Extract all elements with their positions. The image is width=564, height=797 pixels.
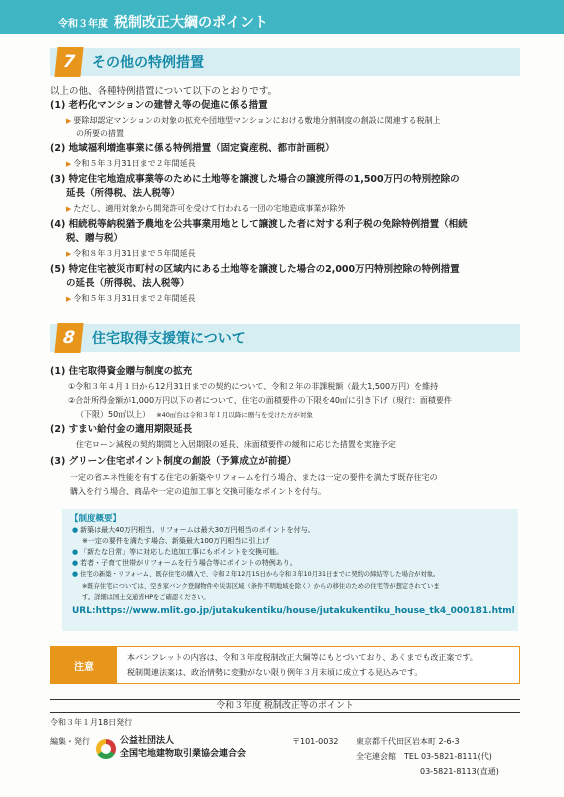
bullet-dot-icon: ● (72, 526, 79, 534)
triangle-bullet-icon: ▶ (66, 117, 72, 125)
outline-line-5: ● 住宅の新築・リフォーム、既存住宅の購入で、令和２年12月15日から令和３年10月31日までに契約の締結等した場合が対象。 (72, 570, 440, 578)
bullet-dot-icon: ● (72, 559, 79, 567)
outline-line-3: ● 「新たな日常」等に対応した追加工事にもポイントを交換可能。 (72, 548, 284, 556)
phone-direct: 03-5821-8113(直通) (420, 767, 499, 776)
address: 東京都千代田区岩本町 2-6-3 (356, 737, 460, 746)
bullet-dot-icon: ● (72, 548, 79, 556)
item-3-head-cont: 延長（所得税、法人税等） (66, 188, 181, 199)
building-name: 全宅連会館 (356, 752, 396, 761)
header-year: 令和３年度 (58, 19, 108, 30)
s8-item-1-note: ※40㎡台は令和３年１月以降に贈与を受けた方が対象 (156, 411, 313, 419)
outline-title: 【制度概要】 (70, 514, 122, 524)
s8-item-1-head: (1) 住宅取得資金贈与制度の拡充 (50, 366, 193, 377)
item-5-sub: ▶ 令和５年３月31日まで２年間延長 (66, 294, 196, 303)
s8-item-3-a: 一定の省エネ性能を有する住宅の新築やリフォームを行う場合、または一定の要件を満たす既存住宅の (70, 473, 438, 482)
s8-item-2-a: 住宅ローン減税の契約期間と入居期限の延長、床面積要件の緩和に応じた措置を実施予定 (76, 440, 396, 449)
phone-main: TEL 03-5821-8111(代) (404, 752, 492, 761)
notice-box (50, 646, 520, 684)
s8-item-1-a: ①令和３年４月１日から12月31日までの契約について、令和２年の非課税額（最大1,500万円）を維持 (68, 382, 439, 391)
bullet-dot-icon: ● (72, 570, 79, 578)
triangle-bullet-icon: ▶ (66, 295, 72, 303)
outline-line-4: ● 若者・子育て世帯がリフォームを行う場合等にポイントの特例あり。 (72, 559, 297, 567)
section-7-title: その他の特例措置 (92, 55, 204, 71)
s8-item-1-b: ②合計所得金額が1,000万円以下の者について、住宅の面積要件の下限を40㎡に引き下げ（現行：面積要件 (68, 396, 452, 405)
triangle-bullet-icon: ▶ (66, 250, 72, 258)
notice-line-1: 本パンフレットの内容は、令和３年度税制改正大綱等にもとづいており、あくまでも改正案です。 (127, 653, 478, 662)
item-2-head: (2) 地域福利増進事業に係る特例措置（固定資産税、都市計画税） (50, 143, 335, 154)
item-4-sub: ▶ 令和８年３月31日まで５年間延長 (66, 249, 196, 258)
postal-code: 〒101-0032 (292, 737, 339, 746)
outline-line-2: ※一定の要件を満たす場合、新築最大100万円相当に引上げ (82, 537, 270, 545)
item-5-head: (5) 特定住宅被災市町村の区域内にある土地等を譲渡した場合の2,000万円特別控除の特例措置 (50, 264, 460, 275)
section-8-number: 8 (54, 323, 83, 353)
item-1-head: (1) 老朽化マンションの建替え等の促進に係る措置 (50, 100, 268, 111)
item-4-head-cont: 税、贈与税） (66, 233, 124, 244)
item-5-head-cont: の延長（所得税、法人税等） (66, 278, 190, 289)
footer-title: 令和３年度 税制改正等のポイント (50, 699, 520, 713)
item-1-sub: ▶ 要除却認定マンションの対象の拡充や団地型マンションにおける敷地分割制度の創設に関連する税制上 (66, 116, 441, 125)
section-8-title: 住宅取得支援策について (92, 331, 246, 347)
section-7-number: 7 (54, 47, 83, 77)
s8-item-3-b: 購入を行う場合、商品や一定の追加工事と交換可能なポイントを付与。 (70, 487, 326, 496)
section-7-heading (50, 48, 520, 76)
item-3-sub: ▶ ただし、適用対象から開発許可を受けて行われる一団の宅地造成事業が除外 (66, 204, 346, 213)
s8-item-3-head: (3) グリーン住宅ポイント制度の創設（予算成立が前提） (50, 456, 297, 467)
section-7-intro: 以上の他、各種特例措置について以下のとおりです。 (50, 86, 278, 97)
notice-line-2: 税制関連法案は、政治情勢に変動がない限り例年３月末頃に成立する見込みです。 (127, 668, 423, 677)
item-4-head: (4) 相続税等納税猶予農地を公共事業用地として譲渡した者に対する利子税の免除特例措置（相続 (50, 219, 468, 230)
s8-item-2-head: (2) すまい給付金の適用期限延長 (50, 424, 193, 435)
triangle-bullet-icon: ▶ (66, 160, 72, 168)
triangle-bullet-icon: ▶ (66, 205, 72, 213)
item-1-sub-cont: の所要の措置 (76, 129, 124, 138)
org-name: 全国宅地建物取引業協会連合会 (120, 749, 247, 759)
org-type: 公益社団法人 (120, 736, 175, 746)
item-3-head: (3) 特定住宅地造成事業等のために土地等を譲渡した場合の譲渡所得の1,500万円の特別控除の (50, 174, 460, 185)
outline-line-6: ※既存住宅については、空き家バンク登録物件や災害区域（条件不明地域を除く）からの移住のための住宅等が想定されていま (82, 583, 440, 590)
s8-item-1-c: （下限）50㎡以上） ※40㎡台は令和３年１月以降に贈与を受けた方が対象 (76, 410, 313, 419)
header-title: 税制改正大綱のポイント (114, 15, 268, 31)
outline-line-1: ● 新築は最大40万円相当、リフォームは最大30万円相当のポイントを付与。 (72, 526, 315, 534)
notice-label: 注意 (51, 647, 117, 683)
issue-date: 令和３年１月18日発行 (50, 718, 133, 727)
outline-url-link[interactable]: URL:https://www.mlit.go.jp/jutakukentiku/house/jutakukentiku_house_tk4_000181.html (72, 606, 515, 616)
organization-logo-icon (96, 739, 116, 759)
page-header (0, 0, 564, 34)
section-8-heading (50, 324, 520, 352)
publisher-label: 編集・発行 (50, 737, 90, 746)
item-2-sub: ▶ 令和５年３月31日まで２年間延長 (66, 159, 196, 168)
outline-line-7: す。詳細は国土交通省HPをご確認ください。 (82, 594, 210, 601)
